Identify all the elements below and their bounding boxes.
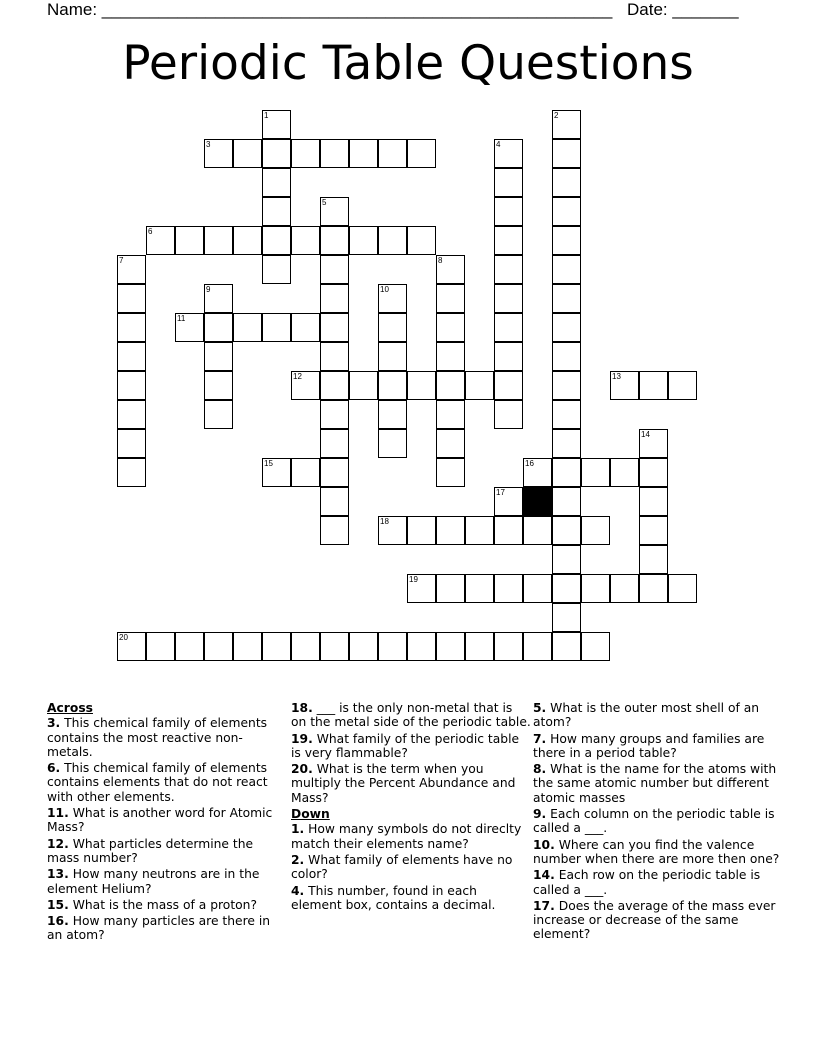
grid-cell[interactable] xyxy=(117,255,146,284)
grid-cell[interactable] xyxy=(378,139,407,168)
clue-text: What is the name for the atoms with the same atomic number but different atomic masses xyxy=(533,762,777,805)
cell-number: 20 xyxy=(119,633,128,642)
clue-number: 4. xyxy=(291,883,305,898)
grid-cell[interactable] xyxy=(407,632,436,661)
grid-cell[interactable] xyxy=(552,226,581,255)
grid-cell[interactable] xyxy=(523,516,552,545)
grid-cell[interactable] xyxy=(117,632,146,661)
grid-cell[interactable] xyxy=(320,313,349,342)
grid-cell[interactable] xyxy=(320,429,349,458)
grid-cell[interactable] xyxy=(204,342,233,371)
grid-cell[interactable] xyxy=(407,226,436,255)
grid-cell[interactable] xyxy=(494,632,523,661)
grid-cell[interactable] xyxy=(494,139,523,168)
grid-cell[interactable] xyxy=(494,487,523,516)
grid-cell[interactable] xyxy=(639,487,668,516)
clue-text: Does the average of the mass ever increase or decrease of the same element? xyxy=(533,898,776,942)
grid-cell[interactable] xyxy=(436,574,465,603)
grid-cell[interactable] xyxy=(552,429,581,458)
grid-cell[interactable] xyxy=(552,255,581,284)
grid-cell[interactable] xyxy=(262,110,291,139)
clue-text: Each row on the periodic table is called a ___. xyxy=(533,868,761,897)
clue-text: This number, found in each element box, contains a decimal. xyxy=(291,883,496,912)
grid-cell[interactable] xyxy=(494,313,523,342)
name-field[interactable]: Name: ______________________________________________________ xyxy=(47,0,613,19)
grid-cell[interactable] xyxy=(262,197,291,226)
grid-cell[interactable] xyxy=(436,400,465,429)
cell-number: 6 xyxy=(148,227,153,236)
cell-number: 11 xyxy=(177,314,186,323)
grid-cell[interactable] xyxy=(552,342,581,371)
grid-cell[interactable] xyxy=(668,574,697,603)
grid-cell[interactable] xyxy=(465,632,494,661)
grid-cell[interactable] xyxy=(204,313,233,342)
cell-number: 16 xyxy=(525,459,534,468)
clue-down xyxy=(291,822,531,851)
grid-cell[interactable] xyxy=(320,342,349,371)
grid-cell[interactable] xyxy=(175,632,204,661)
grid-cell[interactable] xyxy=(639,574,668,603)
clue-text: What is another word for Atomic Mass? xyxy=(47,806,273,835)
grid-cell[interactable] xyxy=(146,632,175,661)
grid-cell[interactable] xyxy=(465,516,494,545)
grid-cell[interactable] xyxy=(552,545,581,574)
grid-cell[interactable] xyxy=(262,632,291,661)
clue-number: 19. xyxy=(291,731,313,746)
grid-cell[interactable] xyxy=(320,255,349,284)
clue-text: Each column on the periodic table is called a ___. xyxy=(533,807,775,836)
clue-number: 3. xyxy=(47,716,61,731)
grid-cell[interactable] xyxy=(436,458,465,487)
grid-cell[interactable] xyxy=(523,632,552,661)
clue-down xyxy=(533,762,783,805)
clue-number: 10. xyxy=(533,837,555,852)
clue-text: What is the mass of a proton? xyxy=(72,897,257,912)
grid-cell[interactable] xyxy=(291,313,320,342)
grid-cell[interactable] xyxy=(494,574,523,603)
grid-cell[interactable] xyxy=(407,371,436,400)
grid-cell[interactable] xyxy=(581,516,610,545)
cell-number: 19 xyxy=(409,575,418,584)
clue-across xyxy=(291,732,531,761)
grid-cell[interactable] xyxy=(262,168,291,197)
clue-text: What is the term when you multiply the Percent Abundance and Mass? xyxy=(291,762,516,805)
clue-text: How many symbols do not direclty match their elements name? xyxy=(291,822,522,851)
date-field[interactable]: Date: _______ xyxy=(627,0,739,19)
grid-cell[interactable] xyxy=(552,516,581,545)
clue-down xyxy=(533,701,783,730)
cell-number: 3 xyxy=(206,140,211,149)
grid-cell[interactable] xyxy=(639,458,668,487)
grid-cell[interactable] xyxy=(262,139,291,168)
clue-across xyxy=(47,914,287,943)
grid-cell[interactable] xyxy=(581,574,610,603)
cell-number: 14 xyxy=(641,430,650,439)
black-cell xyxy=(523,487,552,516)
grid-cell[interactable] xyxy=(175,226,204,255)
grid-cell[interactable] xyxy=(117,371,146,400)
grid-cell[interactable] xyxy=(436,342,465,371)
grid-cell[interactable] xyxy=(407,516,436,545)
clue-number: 13. xyxy=(47,867,69,882)
cell-number: 18 xyxy=(380,517,389,526)
grid-cell[interactable] xyxy=(494,400,523,429)
grid-cell[interactable] xyxy=(204,139,233,168)
grid-cell[interactable] xyxy=(494,226,523,255)
clue-text: What family of the periodic table is very flammable? xyxy=(291,731,520,760)
cell-number: 1 xyxy=(264,111,269,120)
grid-cell[interactable] xyxy=(494,516,523,545)
grid-cell[interactable] xyxy=(320,400,349,429)
grid-cell[interactable] xyxy=(494,284,523,313)
grid-cell[interactable] xyxy=(291,139,320,168)
page-title: Periodic Table Questions xyxy=(122,36,694,91)
grid-cell[interactable] xyxy=(581,458,610,487)
grid-cell[interactable] xyxy=(349,139,378,168)
cell-number: 12 xyxy=(293,372,302,381)
grid-cell[interactable] xyxy=(320,371,349,400)
clue-down xyxy=(291,884,531,913)
down-heading: Down xyxy=(291,807,330,822)
clue-text: How many neutrons are in the element Helium? xyxy=(47,867,260,896)
grid-cell[interactable] xyxy=(436,371,465,400)
clue-number: 8. xyxy=(533,762,547,777)
clue-number: 7. xyxy=(533,731,547,746)
clue-text: ___ is the only non-metal that is on the metal side of the periodic table. xyxy=(291,701,531,730)
clue-number: 1. xyxy=(291,822,305,837)
grid-cell[interactable] xyxy=(117,458,146,487)
grid-cell[interactable] xyxy=(378,342,407,371)
clue-text: What family of elements have no color? xyxy=(291,852,513,882)
cell-number: 17 xyxy=(496,488,505,497)
grid-cell[interactable] xyxy=(320,487,349,516)
clue-across xyxy=(47,761,287,804)
grid-cell[interactable] xyxy=(233,313,262,342)
clue-across xyxy=(47,716,287,759)
grid-cell[interactable] xyxy=(552,400,581,429)
clue-across xyxy=(47,867,287,896)
grid-cell[interactable] xyxy=(262,458,291,487)
grid-cell[interactable] xyxy=(436,632,465,661)
grid-cell[interactable] xyxy=(494,342,523,371)
clue-text: How many groups and families are there in a period table? xyxy=(533,731,765,760)
clue-text: What is the outer most shell of an atom? xyxy=(533,701,760,730)
clue-number: 5. xyxy=(533,701,547,715)
cell-number: 15 xyxy=(264,459,273,468)
crossword-grid xyxy=(117,110,717,670)
grid-cell[interactable] xyxy=(552,371,581,400)
clue-text: How many particles are there in an atom? xyxy=(47,914,271,943)
grid-cell[interactable] xyxy=(552,458,581,487)
grid-cell[interactable] xyxy=(204,632,233,661)
grid-cell[interactable] xyxy=(407,574,436,603)
clue-number: 14. xyxy=(533,868,555,883)
grid-cell[interactable] xyxy=(552,313,581,342)
grid-cell[interactable] xyxy=(378,313,407,342)
grid-cell[interactable] xyxy=(378,516,407,545)
grid-cell[interactable] xyxy=(668,371,697,400)
grid-cell[interactable] xyxy=(262,226,291,255)
grid-cell[interactable] xyxy=(117,342,146,371)
cell-number: 13 xyxy=(612,372,621,381)
clue-text: What particles determine the mass number? xyxy=(47,836,254,865)
grid-cell[interactable] xyxy=(494,255,523,284)
clue-down xyxy=(533,732,783,761)
clue-down xyxy=(533,838,783,867)
grid-cell[interactable] xyxy=(349,226,378,255)
grid-cell[interactable] xyxy=(320,516,349,545)
grid-cell[interactable] xyxy=(233,226,262,255)
grid-cell[interactable] xyxy=(494,371,523,400)
clues-column-1 xyxy=(47,701,287,945)
grid-cell[interactable] xyxy=(378,429,407,458)
cell-number: 4 xyxy=(496,140,501,149)
grid-cell[interactable] xyxy=(639,371,668,400)
grid-cell[interactable] xyxy=(233,632,262,661)
grid-cell[interactable] xyxy=(146,226,175,255)
grid-cell[interactable] xyxy=(610,371,639,400)
grid-cell[interactable] xyxy=(320,226,349,255)
cell-number: 2 xyxy=(554,111,559,120)
clue-across xyxy=(291,762,531,805)
grid-cell[interactable] xyxy=(610,574,639,603)
grid-cell[interactable] xyxy=(378,371,407,400)
grid-cell[interactable] xyxy=(465,371,494,400)
clue-down xyxy=(533,807,783,836)
grid-cell[interactable] xyxy=(639,545,668,574)
grid-cell[interactable] xyxy=(117,313,146,342)
clue-number: 18. xyxy=(291,701,313,715)
clue-number: 15. xyxy=(47,897,69,912)
clue-number: 17. xyxy=(533,898,555,913)
cell-number: 7 xyxy=(119,256,124,265)
grid-cell[interactable] xyxy=(494,168,523,197)
across-heading: Across xyxy=(47,701,93,715)
clue-number: 20. xyxy=(291,762,313,777)
grid-cell[interactable] xyxy=(436,429,465,458)
grid-cell[interactable] xyxy=(349,632,378,661)
cell-number: 10 xyxy=(380,285,389,294)
grid-cell[interactable] xyxy=(378,284,407,313)
clue-across xyxy=(291,701,531,730)
grid-cell[interactable] xyxy=(291,371,320,400)
grid-cell[interactable] xyxy=(204,371,233,400)
cell-number: 9 xyxy=(206,285,211,294)
clues-column-3 xyxy=(533,701,783,944)
clue-across xyxy=(47,898,287,912)
grid-cell[interactable] xyxy=(552,139,581,168)
grid-cell[interactable] xyxy=(117,400,146,429)
grid-cell[interactable] xyxy=(117,429,146,458)
clue-number: 12. xyxy=(47,836,69,851)
grid-cell[interactable] xyxy=(552,284,581,313)
grid-cell[interactable] xyxy=(552,574,581,603)
grid-cell[interactable] xyxy=(465,574,494,603)
clue-number: 2. xyxy=(291,852,305,867)
clue-across xyxy=(47,806,287,835)
grid-cell[interactable] xyxy=(407,139,436,168)
grid-cell[interactable] xyxy=(552,197,581,226)
grid-cell[interactable] xyxy=(610,458,639,487)
grid-cell[interactable] xyxy=(552,603,581,632)
grid-cell[interactable] xyxy=(320,632,349,661)
clue-number: 6. xyxy=(47,761,61,776)
grid-cell[interactable] xyxy=(349,371,378,400)
grid-cell[interactable] xyxy=(436,255,465,284)
grid-cell[interactable] xyxy=(639,516,668,545)
grid-cell[interactable] xyxy=(523,458,552,487)
clue-text: This chemical family of elements contains elements that do not react with other elements. xyxy=(47,761,268,804)
clue-number: 16. xyxy=(47,914,69,929)
grid-cell[interactable] xyxy=(320,197,349,226)
grid-cell[interactable] xyxy=(204,400,233,429)
clues-column-2 xyxy=(291,701,531,914)
clue-number: 9. xyxy=(533,807,547,822)
grid-cell[interactable] xyxy=(523,574,552,603)
clue-text: This chemical family of elements contains the most reactive non-metals. xyxy=(47,716,268,759)
clue-down xyxy=(533,868,783,897)
grid-cell[interactable] xyxy=(291,226,320,255)
grid-cell[interactable] xyxy=(378,400,407,429)
grid-cell[interactable] xyxy=(262,255,291,284)
grid-cell[interactable] xyxy=(552,168,581,197)
grid-cell[interactable] xyxy=(320,284,349,313)
grid-cell[interactable] xyxy=(436,313,465,342)
grid-cell[interactable] xyxy=(262,313,291,342)
grid-cell[interactable] xyxy=(436,284,465,313)
grid-cell[interactable] xyxy=(378,226,407,255)
grid-cell[interactable] xyxy=(581,632,610,661)
grid-cell[interactable] xyxy=(204,284,233,313)
grid-cell[interactable] xyxy=(552,110,581,139)
cell-number: 5 xyxy=(322,198,327,207)
grid-cell[interactable] xyxy=(233,139,262,168)
grid-cell[interactable] xyxy=(552,487,581,516)
grid-cell[interactable] xyxy=(291,458,320,487)
grid-cell[interactable] xyxy=(320,139,349,168)
cell-number: 8 xyxy=(438,256,443,265)
grid-cell[interactable] xyxy=(378,632,407,661)
clue-down xyxy=(533,899,783,942)
clue-text: Where can you find the valence number when there are more then one? xyxy=(533,837,780,866)
clue-number: 11. xyxy=(47,806,69,821)
grid-cell[interactable] xyxy=(175,313,204,342)
grid-cell[interactable] xyxy=(436,516,465,545)
clue-down xyxy=(291,853,531,882)
clue-across xyxy=(47,837,287,866)
grid-cell[interactable] xyxy=(552,632,581,661)
grid-cell[interactable] xyxy=(117,284,146,313)
grid-cell[interactable] xyxy=(494,197,523,226)
grid-cell[interactable] xyxy=(204,226,233,255)
grid-cell[interactable] xyxy=(320,458,349,487)
grid-cell[interactable] xyxy=(291,632,320,661)
grid-cell[interactable] xyxy=(639,429,668,458)
